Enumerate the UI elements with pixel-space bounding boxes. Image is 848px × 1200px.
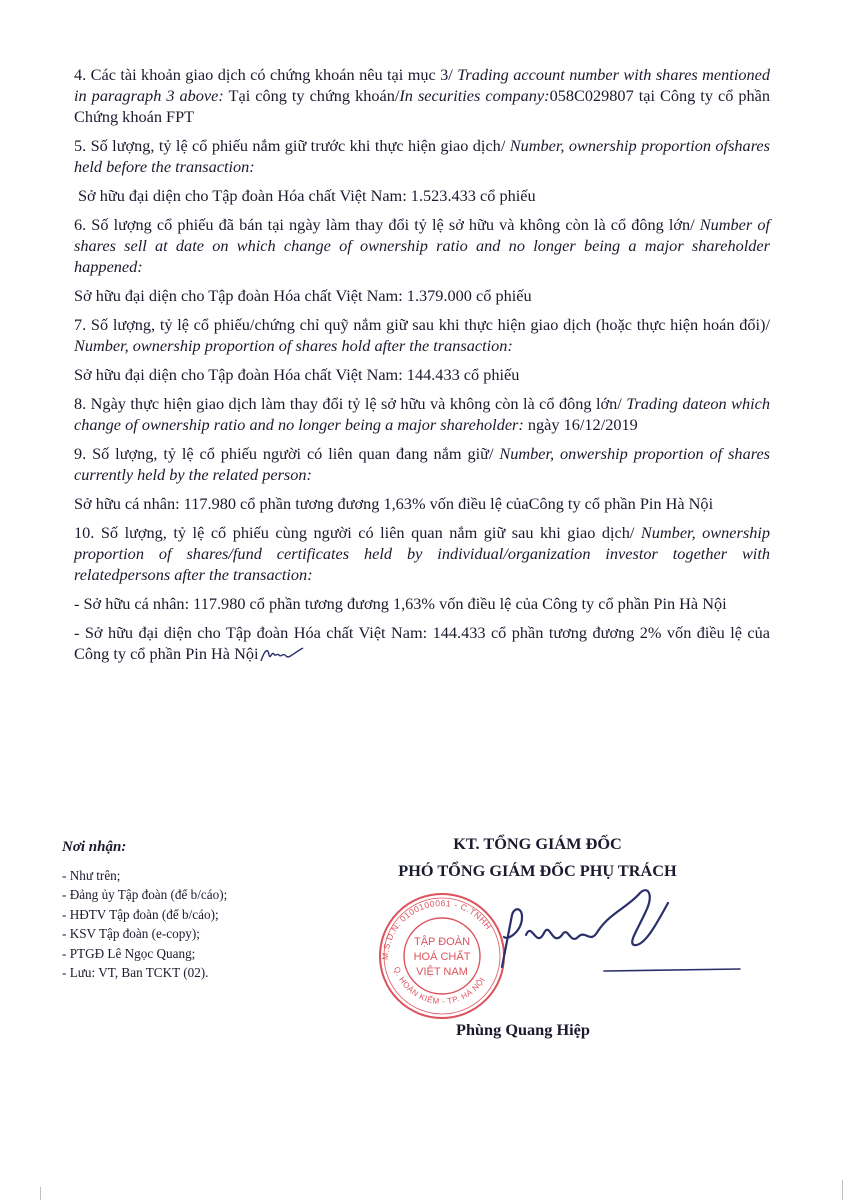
item-10 — [74, 522, 770, 585]
recipient-item: - KSV Tập đoàn (e-copy); — [62, 924, 362, 944]
item-6-en: Number of shares sell at date on which change of ownership ratio and no longer being a major shareholder happened: — [74, 215, 770, 276]
item-7-value: Sở hữu đại diện cho Tập đoàn Hóa chất Việt Nam: 144.433 cổ phiếu — [74, 365, 520, 384]
item-5-vn: 5. Số lượng, tỷ lệ cổ phiếu nắm giữ trước khi thực hiện giao dịch/ — [74, 136, 510, 155]
item-10-value-1: - Sở hữu cá nhân: 117.980 cổ phần tương đương 1,63% vốn điều lệ của Công ty cổ phần Pin Hà Nội — [74, 594, 727, 613]
item-10-en: Number, ownership proportion of shares/fund certificates held by individual/organization investor together with relatedpersons after the transaction: — [74, 523, 771, 584]
item-4-en: Trading account number with shares mentioned in paragraph 3 above: — [74, 65, 770, 105]
document-body — [74, 64, 770, 673]
recipient-item: - Như trên; — [62, 866, 362, 886]
item-4 — [74, 64, 770, 127]
item-5-value: Sở hữu đại diện cho Tập đoàn Hóa chất Việt Nam: 1.523.433 cổ phiếu — [78, 186, 536, 205]
item-7 — [74, 314, 770, 356]
item-10-value-2 — [74, 622, 770, 665]
item-6 — [74, 214, 770, 277]
signature-title-line1: KT. TỔNG GIÁM ĐỐC — [453, 834, 622, 853]
item-8-vn: 8. Ngày thực hiện giao dịch làm thay đổi tỷ lệ sở hữu và không còn là cổ đông lớn/ — [74, 394, 627, 413]
item-4-en2: In securities company: — [399, 86, 550, 105]
recipient-item: - PTGĐ Lê Ngọc Quang; — [62, 944, 362, 964]
item-10-vn: 10. Số lượng, tỷ lệ cổ phiếu cùng người có liên quan nắm giữ sau khi giao dịch/ — [74, 523, 641, 542]
recipients-block — [62, 838, 362, 983]
item-5-en: Number, ownership proportion ofshares held before the transaction: — [74, 136, 770, 176]
item-7-en: Number, ownership proportion of shares hold after the transaction: — [74, 336, 513, 355]
item-4-vn2: Tại công ty chứng khoán/ — [223, 86, 400, 105]
item-8-date: ngày 16/12/2019 — [523, 415, 638, 434]
item-9-value: Sở hữu cá nhân: 117.980 cổ phần tương đương 1,63% vốn điều lệ củaCông ty cổ phần Pin Hà Nội — [74, 494, 714, 513]
recipient-item: - Lưu: VT, Ban TCKT (02). — [62, 963, 362, 983]
item-8 — [74, 393, 770, 435]
seal-center-line1: TẬP ĐOÀN — [413, 936, 471, 948]
item-9 — [74, 443, 770, 485]
item-9-vn: 9. Số lượng, tỷ lệ cổ phiếu người có liên quan đang nắm giữ/ — [74, 444, 500, 463]
item-10-value-2-text: - Sở hữu đại diện cho Tập đoàn Hóa chất Việt Nam: 144.433 cổ phần tương đương 2% vốn điều lệ của Công ty cổ phần Pin Hà Nội — [74, 623, 770, 663]
scan-edge-mark — [842, 1180, 843, 1200]
signature-title-line2: PHÓ TỔNG GIÁM ĐỐC PHỤ TRÁCH — [398, 861, 677, 880]
item-6-value: Sở hữu đại diện cho Tập đoàn Hóa chất Việt Nam: 1.379.000 cổ phiếu — [74, 286, 532, 305]
seal-ring-bottom-text: Q. HOÀN KIẾM - TP. HÀ NỘI — [392, 965, 487, 1007]
recipients-list — [62, 866, 362, 983]
recipient-item: - Đảng ủy Tập đoàn (để b/cáo); — [62, 885, 362, 905]
item-4-vn3: 058C029807 tại Công ty cổ phần Chứng khoán FPT — [74, 86, 771, 126]
seal-center-line2: HOÁ CHẤT — [413, 951, 471, 963]
item-9-en: Number, onwership proportion of shares currently held by the related person: — [74, 444, 771, 484]
item-6-vn: 6. Số lượng cổ phiếu đã bán tại ngày làm thay đổi tỷ lệ sở hữu và không còn là cổ đông lớn/ — [74, 215, 700, 234]
signer-name: Phùng Quang Hiệp — [456, 1020, 590, 1039]
item-8-en: Trading dateon which change of ownership ratio and no longer being a major shareholder: — [74, 394, 771, 434]
initials-signature-icon — [259, 645, 305, 665]
item-7-vn: 7. Số lượng, tỷ lệ cổ phiếu/chứng chỉ quỹ nắm giữ sau khi thực hiện giao dịch (hoặc thực hiện hoán đổi)/ — [74, 315, 770, 334]
item-5 — [74, 135, 770, 177]
item-4-vn: 4. Các tài khoản giao dịch có chứng khoán nêu tại mục 3/ — [74, 65, 458, 84]
signature-title-block — [345, 830, 730, 884]
seal-ring-text: M.S.D.N: 0100100061 - C.TNHH — [379, 897, 494, 961]
seal-center-line3: VIỆT NAM — [416, 966, 468, 978]
recipient-item: - HĐTV Tập đoàn (để b/cáo); — [62, 905, 362, 925]
recipients-title: Nơi nhận: — [62, 839, 127, 855]
handwritten-signature-icon — [478, 885, 748, 980]
scan-edge-mark — [40, 1187, 41, 1200]
